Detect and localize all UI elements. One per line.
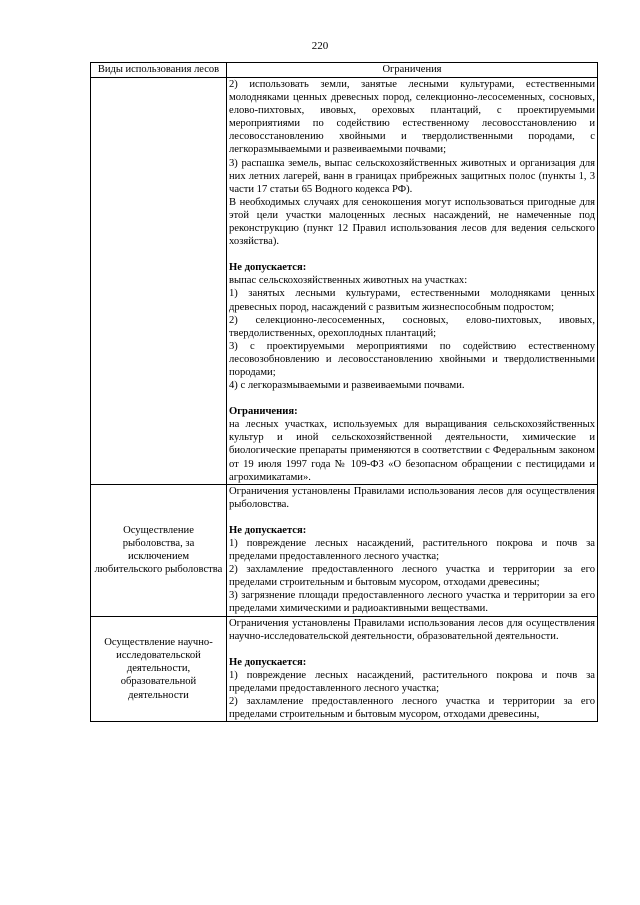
list-item: 3) загрязнение площади предоставленного лесного участка и территории за его пределами химическими и радиоактивными веществами.: [229, 590, 595, 615]
list-item: 3) с проектируемыми мероприятиями по содействию естественному лесовозобновлению и лесовосстановлению хвойными и твердолиственными породами;: [229, 340, 595, 378]
section-heading: Ограничения:: [229, 406, 298, 418]
column-header-usage-type: Виды использования лесов: [91, 63, 227, 78]
restrictions-table: [90, 62, 598, 722]
paragraph: 2) использовать земли, занятые лесными культурами, естественными молодняками ценных древесных пород, селекционно-лесосеменных, сосновых, елово-пихтовых, ивовых, ореховых плантаций, с проектируемыми мероприятиями по содействию естественному лесовосстановлению и лесовосстановлению хвойными и твердолиственными породами, с легкоразмываемыми и развеиваемыми почвами;: [229, 79, 595, 156]
paragraph: выпас сельскохозяйственных животных на участках:: [229, 275, 468, 287]
restrictions-cell: [227, 616, 598, 722]
paragraph: Ограничения установлены Правилами использования лесов для осуществления научно-исследовательской деятельности, образовательной деятельности.: [229, 617, 595, 642]
list-item: 2) селекционно-лесосеменных, сосновых, елово-пихтовых, ивовых, твердолиственных, орехоплодных плантаций;: [229, 314, 595, 339]
restrictions-cell: [227, 484, 598, 616]
paragraph: на лесных участках, используемых для выращивания сельскохозяйственных культур и иной сельскохозяйственной деятельности, химические и биологические препараты применяются в соответствии с Федеральным законом от 19 июля 1997 года № 109-ФЗ «О безопасном обращении с пестицидами и агрохимикатами».: [229, 419, 595, 483]
column-header-restrictions: Ограничения: [227, 63, 598, 78]
table-header-row: [91, 63, 598, 78]
list-item: 2) захламление предоставленного лесного участка и территории за его пределами строительным и бытовым мусором, отходами древесины;: [229, 564, 595, 589]
list-item: 1) повреждение лесных насаждений, растительного покрова и почв за пределами предоставленного лесного участка;: [229, 538, 595, 563]
table-row: [91, 484, 598, 616]
paragraph: Ограничения установлены Правилами использования лесов для осуществления рыболовства.: [229, 485, 595, 510]
list-item: 1) занятых лесными культурами, естественными молодняками ценных древесных пород, насаждений с развитым жизнеспособным подростом;: [229, 288, 595, 313]
list-item: 1) повреждение лесных насаждений, растительного покрова и почв за пределами предоставленного лесного участка;: [229, 669, 595, 694]
table-row: [91, 78, 598, 485]
section-heading: Не допускается:: [229, 262, 307, 274]
usage-type-cell: [91, 78, 227, 485]
table-row: [91, 616, 598, 722]
list-item: 2) захламление предоставленного лесного участка и территории за его пределами строительным и бытовым мусором, отходами древесины,: [229, 696, 595, 721]
paragraph: В необходимых случаях для сенокошения могут использоваться пригодные для этой цели участки малоценных лесных насаждений, не намеченные под реконструкцию (пункт 12 Правил использования лесов для ведения сельского хозяйства).: [229, 196, 595, 248]
section-heading: Не допускается:: [229, 656, 307, 668]
section-heading: Не допускается:: [229, 524, 307, 536]
page-number: 220: [311, 40, 329, 52]
paragraph: 3) распашка земель, выпас сельскохозяйственных животных и организация для них летних лагерей, ванн в границах прибрежных защитных полос (пункты 1, 3 части 17 статьи 65 Водного кодекса РФ).: [229, 157, 595, 195]
usage-type-cell: Осуществление рыболовства, за исключением любительского рыболовства: [91, 484, 227, 616]
list-item: 4) с легкоразмываемыми и развеиваемыми почвами.: [229, 380, 465, 392]
usage-type-cell: Осуществление научно-исследовательской деятельности, образовательной деятельности: [91, 616, 227, 722]
restrictions-cell: [227, 78, 598, 485]
